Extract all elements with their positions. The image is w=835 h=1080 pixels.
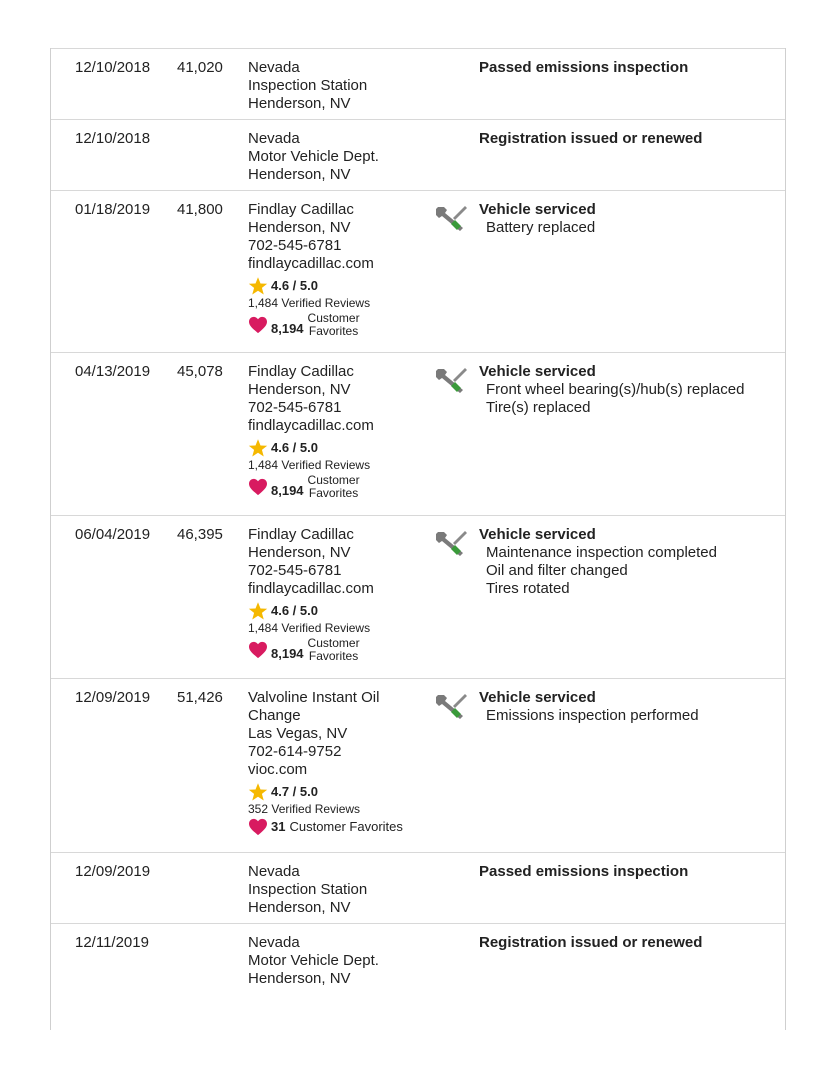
record-source bbox=[248, 689, 433, 836]
event-title: Registration issued or renewed bbox=[479, 130, 703, 147]
record-description bbox=[479, 689, 779, 725]
source-line: Nevada bbox=[248, 934, 300, 951]
event-title: Vehicle serviced bbox=[479, 201, 596, 218]
event-detail: Maintenance inspection completed bbox=[486, 544, 717, 561]
record-date: 12/10/2018 bbox=[75, 130, 151, 147]
star-icon bbox=[248, 601, 268, 621]
source-website-link[interactable]: findlaycadillac.com bbox=[248, 417, 374, 434]
verified-reviews-link: 1,484 Verified Reviews bbox=[248, 296, 371, 310]
heart-icon bbox=[248, 818, 268, 836]
record-description bbox=[479, 526, 779, 598]
record-source bbox=[248, 526, 433, 663]
customer-favorites bbox=[248, 474, 433, 500]
record-date: 12/09/2019 bbox=[75, 863, 151, 880]
record-mileage: 41,020 bbox=[177, 59, 223, 76]
customer-favorites bbox=[248, 637, 433, 663]
favorites-count: 8,194 bbox=[271, 321, 304, 336]
source-website-link[interactable]: vioc.com bbox=[248, 761, 308, 778]
favorites-label: Customer Favorites bbox=[307, 636, 360, 663]
record-date: 12/10/2018 bbox=[75, 59, 151, 76]
star-icon bbox=[248, 276, 268, 296]
source-line[interactable]: 702-545-6781 bbox=[248, 562, 342, 579]
source-line[interactable]: 702-545-6781 bbox=[248, 399, 342, 416]
event-detail: Front wheel bearing(s)/hub(s) replaced bbox=[486, 381, 745, 398]
wrench-screwdriver-icon bbox=[435, 692, 469, 722]
record-mileage: 41,800 bbox=[177, 201, 223, 218]
event-detail: Battery replaced bbox=[486, 219, 596, 236]
right-border bbox=[785, 48, 786, 1030]
favorites-count: 8,194 bbox=[271, 646, 304, 661]
heart-icon bbox=[248, 641, 268, 659]
source-line: Valvoline Instant Oil Change bbox=[248, 689, 380, 724]
vehicle-history-records bbox=[51, 48, 785, 1003]
source-line: Inspection Station bbox=[248, 881, 368, 898]
record-row bbox=[51, 852, 785, 923]
verified-reviews-link: 352 Verified Reviews bbox=[248, 802, 361, 816]
record-description bbox=[479, 59, 779, 77]
favorites-label: Customer Favorites bbox=[307, 473, 360, 500]
source-line: Nevada bbox=[248, 59, 300, 76]
event-title: Vehicle serviced bbox=[479, 363, 596, 380]
source-line: Henderson, NV bbox=[248, 95, 351, 112]
source-line: Henderson, NV bbox=[248, 381, 351, 398]
record-mileage: 45,078 bbox=[177, 363, 223, 380]
rating-value: 4.6 / 5.0 bbox=[271, 278, 318, 293]
record-source bbox=[248, 934, 433, 988]
record-source bbox=[248, 59, 433, 113]
heart-icon bbox=[248, 316, 268, 334]
record-date: 12/09/2019 bbox=[75, 689, 151, 706]
record-date: 06/04/2019 bbox=[75, 526, 151, 543]
event-detail: Emissions inspection performed bbox=[486, 707, 699, 724]
source-line: Henderson, NV bbox=[248, 970, 351, 987]
record-date: 12/11/2019 bbox=[75, 934, 149, 951]
event-title: Registration issued or renewed bbox=[479, 934, 703, 951]
favorites-label: Customer Favorites bbox=[289, 819, 403, 834]
source-line: Motor Vehicle Dept. bbox=[248, 952, 379, 969]
record-source bbox=[248, 363, 433, 500]
rating-value: 4.6 / 5.0 bbox=[271, 603, 318, 618]
rating-value: 4.7 / 5.0 bbox=[271, 784, 318, 799]
record-source bbox=[248, 863, 433, 917]
rating-line bbox=[248, 602, 433, 620]
event-title: Passed emissions inspection bbox=[479, 59, 689, 76]
source-line: Findlay Cadillac bbox=[248, 526, 354, 543]
event-title: Passed emissions inspection bbox=[479, 863, 689, 880]
favorites-label: Customer Favorites bbox=[307, 311, 360, 338]
record-description bbox=[479, 863, 779, 881]
record-row bbox=[51, 923, 785, 1003]
customer-favorites bbox=[248, 818, 433, 836]
favorites-count: 31 bbox=[271, 819, 286, 834]
record-row bbox=[51, 190, 785, 352]
record-mileage: 46,395 bbox=[177, 526, 223, 543]
record-row bbox=[51, 352, 785, 515]
record-description bbox=[479, 201, 779, 237]
record-date: 04/13/2019 bbox=[75, 363, 151, 380]
record-source bbox=[248, 201, 433, 338]
event-detail: Tire(s) replaced bbox=[486, 399, 591, 416]
source-website-link[interactable]: findlaycadillac.com bbox=[248, 255, 374, 272]
verified-reviews-link: 1,484 Verified Reviews bbox=[248, 458, 371, 472]
source-line: Henderson, NV bbox=[248, 899, 351, 916]
wrench-screwdriver-icon bbox=[435, 366, 469, 396]
rating-line bbox=[248, 439, 433, 457]
record-row bbox=[51, 119, 785, 190]
source-line: Inspection Station bbox=[248, 77, 368, 94]
wrench-screwdriver-icon bbox=[435, 529, 469, 559]
event-detail: Oil and filter changed bbox=[486, 562, 628, 579]
star-icon bbox=[248, 782, 268, 802]
star-icon bbox=[248, 438, 268, 458]
source-line: Motor Vehicle Dept. bbox=[248, 148, 379, 165]
wrench-screwdriver-icon bbox=[435, 204, 469, 234]
rating-line bbox=[248, 277, 433, 295]
source-line: Henderson, NV bbox=[248, 219, 351, 236]
source-website-link[interactable]: findlaycadillac.com bbox=[248, 580, 374, 597]
source-line: Nevada bbox=[248, 863, 300, 880]
event-title: Vehicle serviced bbox=[479, 526, 596, 543]
record-row bbox=[51, 678, 785, 852]
source-line: Las Vegas, NV bbox=[248, 725, 348, 742]
source-line[interactable]: 702-614-9752 bbox=[248, 743, 342, 760]
verified-reviews-link: 1,484 Verified Reviews bbox=[248, 621, 371, 635]
customer-favorites bbox=[248, 312, 433, 338]
event-detail: Tires rotated bbox=[486, 580, 570, 597]
record-description bbox=[479, 130, 779, 148]
record-description bbox=[479, 934, 779, 952]
source-line: Findlay Cadillac bbox=[248, 201, 354, 218]
source-line[interactable]: 702-545-6781 bbox=[248, 237, 342, 254]
rating-line bbox=[248, 783, 433, 801]
record-row bbox=[51, 48, 785, 119]
record-date: 01/18/2019 bbox=[75, 201, 151, 218]
source-line: Findlay Cadillac bbox=[248, 363, 354, 380]
record-source bbox=[248, 130, 433, 184]
record-description bbox=[479, 363, 779, 417]
source-line: Henderson, NV bbox=[248, 544, 351, 561]
record-row bbox=[51, 515, 785, 678]
source-line: Nevada bbox=[248, 130, 300, 147]
heart-icon bbox=[248, 478, 268, 496]
event-title: Vehicle serviced bbox=[479, 689, 596, 706]
source-line: Henderson, NV bbox=[248, 166, 351, 183]
record-mileage: 51,426 bbox=[177, 689, 223, 706]
favorites-count: 8,194 bbox=[271, 483, 304, 498]
rating-value: 4.6 / 5.0 bbox=[271, 440, 318, 455]
